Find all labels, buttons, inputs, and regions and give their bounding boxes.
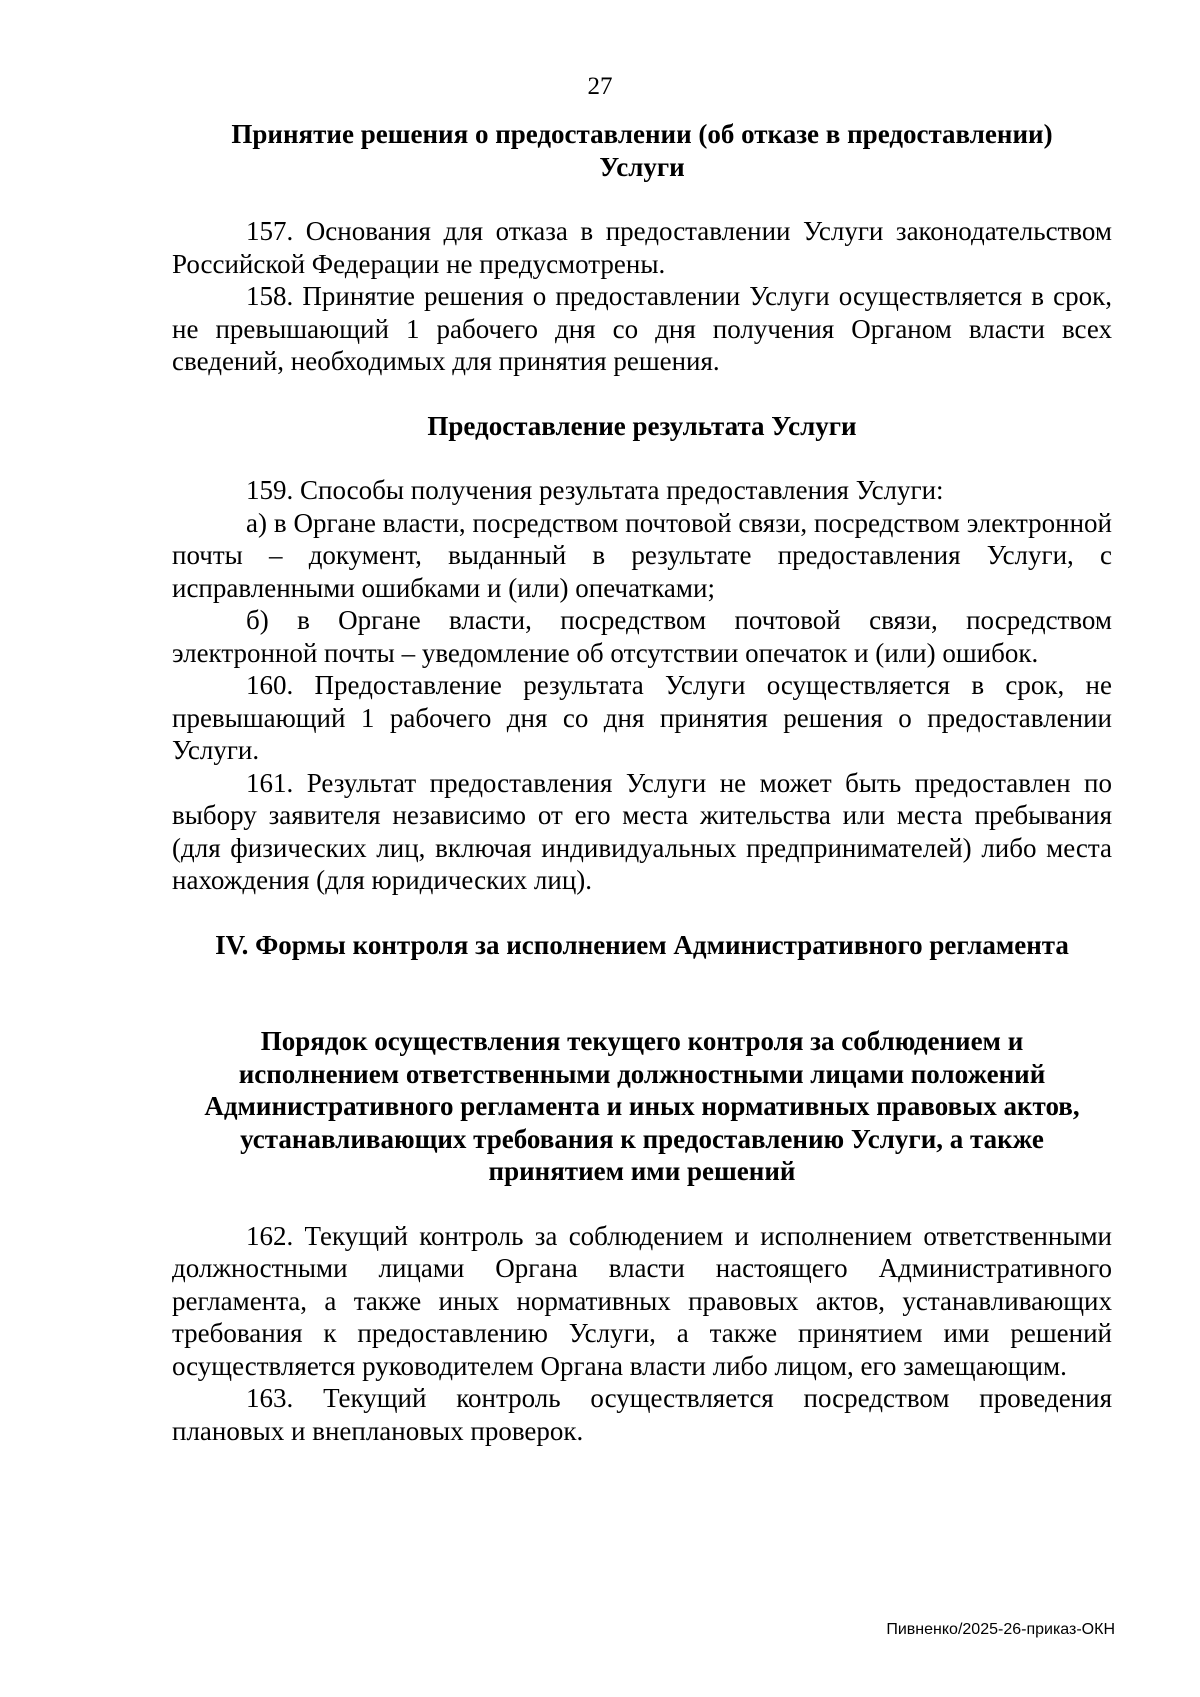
paragraph-157: 157. Основания для отказа в предоставлении Услуги законодательством Российской Федерации не предусмотрены. [172, 216, 1112, 279]
paragraph-158: 158. Принятие решения о предоставлении Услуги осуществляется в срок, не превышающий 1 рабочего дня со дня получения Органом власти всех сведений, необходимых для принятия решения. [172, 281, 1112, 376]
paragraph-159-b: б) в Органе власти, посредством почтовой связи, посредством электронной почты – уведомление об отсутствии опечаток и (или) ошибок. [172, 605, 1112, 668]
paragraph-160: 160. Предоставление результата Услуги осуществляется в срок, не превышающий 1 рабочего дня со дня принятия решения о предоставлении Услуги. [172, 670, 1112, 765]
heading-line: Порядок осуществления текущего контроля за соблюдением и [260, 1026, 1024, 1056]
paragraph-163: 163. Текущий контроль осуществляется посредством проведения плановых и внеплановых проверок. [172, 1383, 1112, 1446]
paragraph-159-a: а) в Органе власти, посредством почтовой связи, посредством электронной почты – документ, выданный в результате предоставления Услуги, с исправленными ошибками и (или) опечатками; [172, 507, 1112, 603]
heading-line: Принятие решения о предоставлении (об отказе в предоставлении) [231, 119, 1053, 149]
document-body [172, 118, 1112, 1447]
heading-line: Услуги [599, 151, 685, 182]
paragraph-161: 161. Результат предоставления Услуги не может быть предоставлен по выбору заявителя независимо от его места жительства или места пребывания (для физических лиц, включая индивидуальных предпринимателей) либо места нахождения (для юридических лиц). [172, 767, 1112, 895]
section-heading-current-control [172, 1025, 1112, 1188]
heading-line: устанавливающих требования к предоставлению Услуги, а также [240, 1123, 1044, 1154]
heading-line: Административного регламента и иных нормативных правовых актов, [204, 1091, 1080, 1121]
heading-line: принятием ими решений [488, 1156, 796, 1186]
heading-line: исполнением ответственными должностными лицами положений [238, 1058, 1046, 1089]
page-number: 27 [587, 73, 613, 100]
section-heading-decision [172, 118, 1112, 183]
paragraph-159: 159. Способы получения результата предоставления Услуги: [246, 475, 944, 505]
chapter-heading-iv: IV. Формы контроля за исполнением Административного регламента [215, 929, 1069, 960]
document-reference-footer: Пивненко/2025-26-приказ-ОКН [886, 1621, 1115, 1638]
section-heading-result: Предоставление результата Услуги [427, 410, 857, 441]
paragraph-162: 162. Текущий контроль за соблюдением и исполнением ответственными должностными лицами Органа власти настоящего Административного регламента, а также иных нормативных правовых актов, устанавливающих требования к предоставлению Услуги, а также принятием ими решений осуществляется руководителем Органа власти либо лицом, его замещающим. [172, 1220, 1112, 1381]
